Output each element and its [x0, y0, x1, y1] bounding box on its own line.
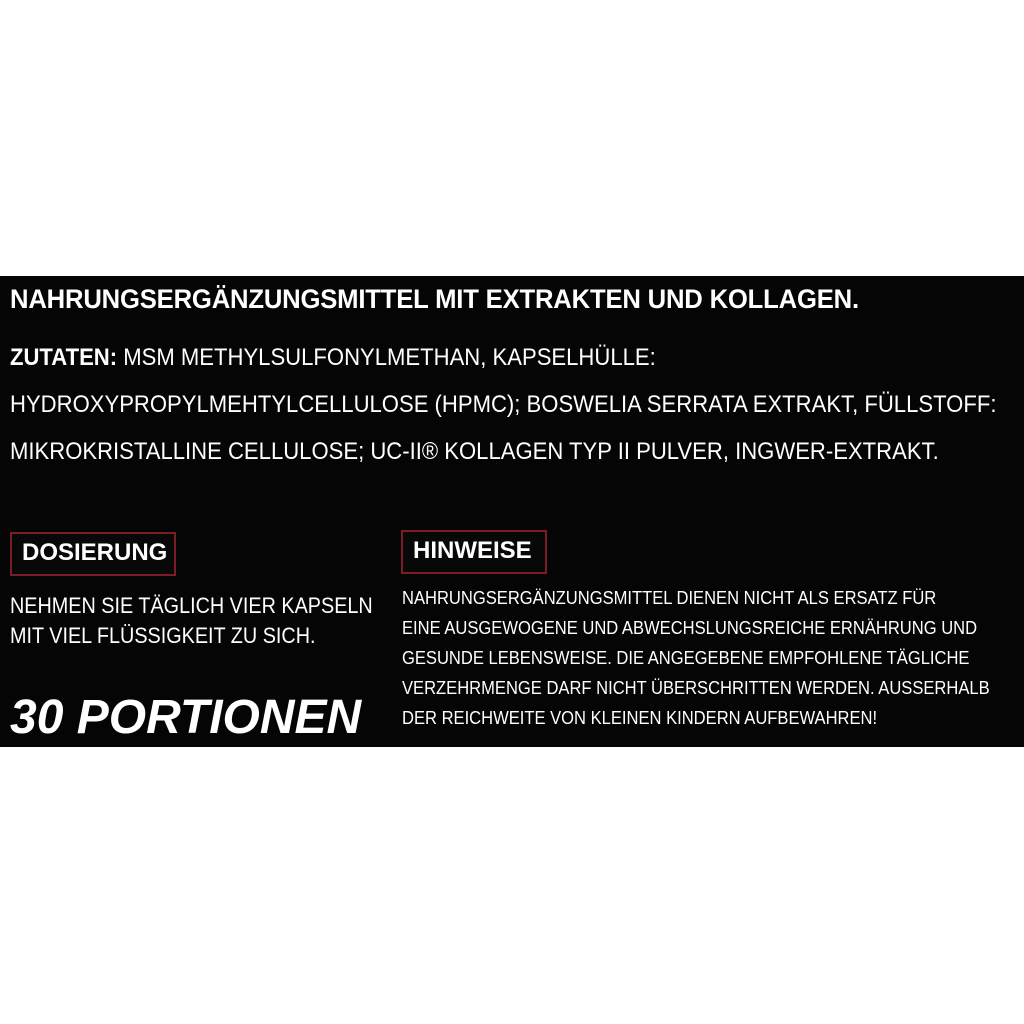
notes-heading: HINWEISE: [401, 530, 547, 574]
notes-line: EINE AUSGEWOGENE UND ABWECHSLUNGSREICHE ERNÄHRUNG UND: [402, 618, 978, 638]
ingredients-label: ZUTATEN:: [10, 344, 118, 371]
notes-text: [402, 583, 990, 733]
dosage-instructions: [10, 591, 373, 651]
notes-line: DER REICHWEITE VON KLEINEN KINDERN AUFBEWAHREN!: [402, 708, 878, 728]
ingredients-text: [10, 334, 1004, 475]
dosage-heading: DOSIERUNG: [10, 532, 176, 576]
product-label-panel: [0, 276, 1024, 747]
notes-line: VERZEHRMENGE DARF NICHT ÜBERSCHRITTEN WERDEN. AUSSERHALB: [402, 678, 990, 698]
notes-line: GESUNDE LEBENSWEISE. DIE ANGEGEBENE EMPFOHLENE TÄGLICHE: [402, 648, 970, 668]
dosage-line: NEHMEN SIE TÄGLICH VIER KAPSELN: [10, 593, 373, 618]
notes-line: NAHRUNGSERGÄNZUNGSMITTEL DIENEN NICHT ALS ERSATZ FÜR: [402, 588, 937, 608]
dosage-line: MIT VIEL FLÜSSIGKEIT ZU SICH.: [10, 623, 316, 648]
ingredients-list: MSM METHYLSULFONYLMETHAN, KAPSELHÜLLE: HYDROXYPROPYLMEHTYLCELLULOSE (HPMC); BOSWELIA SERRATA EXTRAKT, FÜLLSTOFF: MIKROKRISTALLINE CELLULOSE; UC-II® KOLLAGEN TYP II PULVER, INGWER-EXTRAKT.: [10, 344, 997, 465]
product-headline: NAHRUNGSERGÄNZUNGSMITTEL MIT EXTRAKTEN UND KOLLAGEN.: [10, 284, 859, 314]
servings-count: 30 PORTIONEN: [10, 691, 362, 744]
